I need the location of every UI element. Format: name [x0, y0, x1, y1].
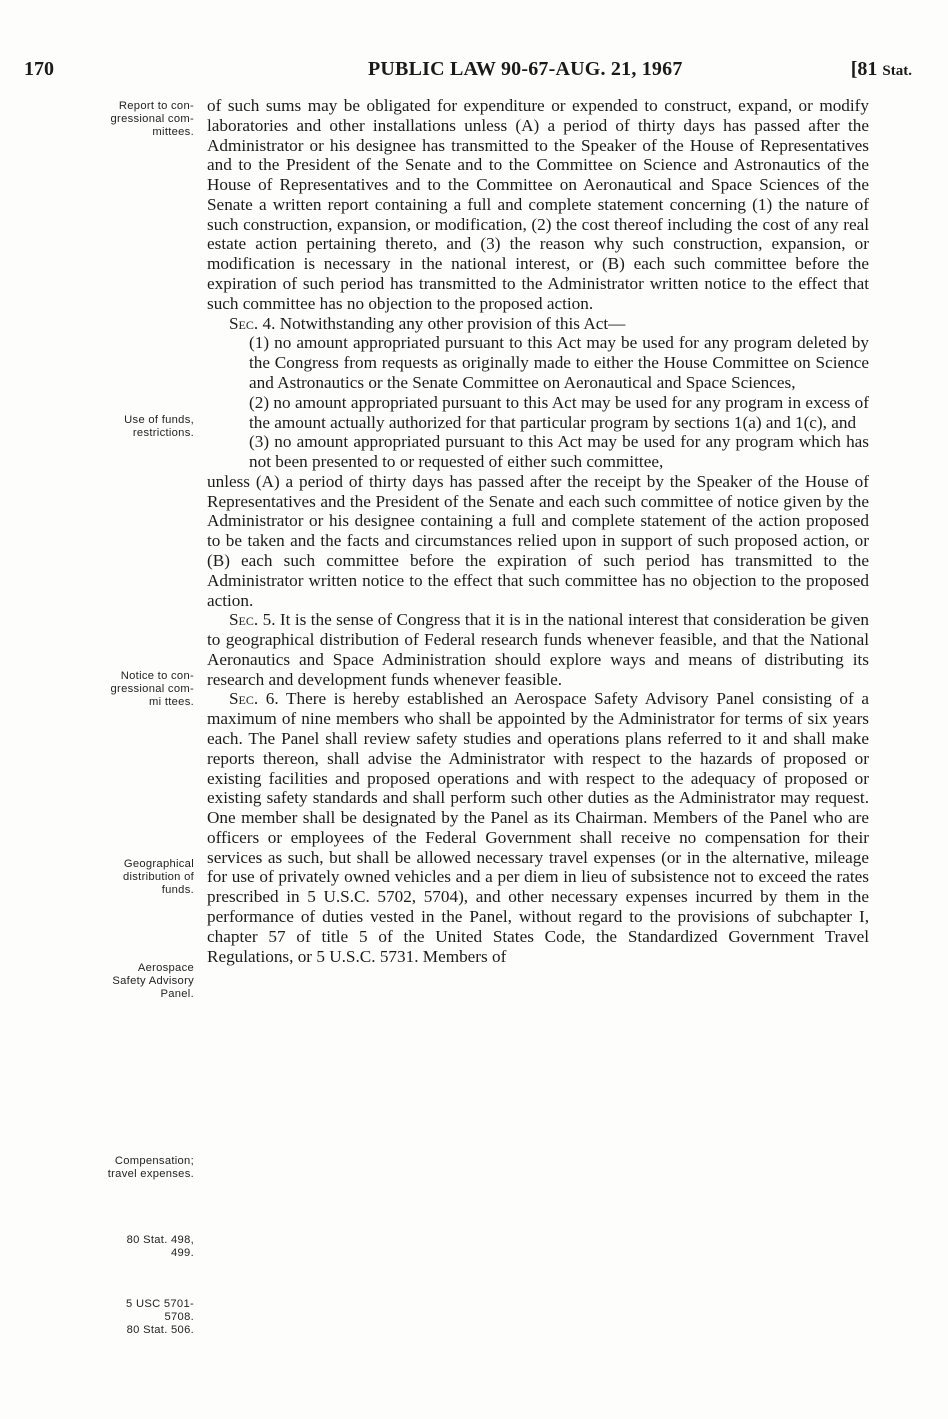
section-text: It is the sense of Congress that it is in the national interest that consideration be given to geographical distribution of Federal research funds whenever feasible, and that the National Aeronautics and Space Administration should explore ways and means of distributing its research and development funds whenever feasible.: [207, 610, 869, 689]
margin-note-line: gressional com-: [110, 113, 194, 125]
page-header: [24, 58, 924, 88]
margin-note-line: gressional com-: [110, 683, 194, 695]
margin-note-report: [52, 100, 194, 139]
margin-note-use-of-funds: [52, 414, 194, 440]
section-4-intro: [207, 314, 869, 334]
margin-note-line: Use of funds,: [124, 414, 194, 426]
margin-note-5-usc: [52, 1298, 194, 1337]
margin-note-line: restrictions.: [132, 427, 194, 439]
margin-note-line: 5 USC 5701-: [126, 1298, 194, 1310]
statute-volume: [81: [850, 58, 878, 80]
section-6: [207, 689, 869, 966]
body-text: [207, 96, 869, 966]
section-text: Notwithstanding any other provision of this Act—: [279, 313, 626, 333]
section-4-item-2: (2) no amount appropriated pursuant to this Act may be used for any program in excess of the amount actually authorized for that particular program by sections 1(a) and 1(c), and: [249, 392, 869, 432]
margin-note-line: Geographical: [123, 858, 194, 870]
margin-note-line: funds.: [161, 884, 194, 896]
margin-note-geographical: [52, 858, 194, 897]
margin-note-compensation: [52, 1155, 194, 1181]
statute-word: Stat.: [882, 63, 912, 79]
margin-note-line: Report to con-: [118, 100, 194, 112]
statute-reference: [851, 58, 912, 81]
margin-note-line: Notice to con-: [120, 670, 194, 682]
margin-note-line: 499.: [171, 1247, 194, 1259]
margin-note-line: 80 Stat. 506.: [126, 1324, 194, 1336]
paragraph-continuation: of such sums may be obligated for expenditure or expended to construct, expand, or modify laboratories and other installations unless (A) a period of thirty days has passed after the Administrator or his designee has transmitted to the Speaker of the House of Representatives and to the President of the Senate and to the Committee on Science and Astronautics of the House of Representatives and to the Committee on Aeronautical and Space Sciences of the Senate a written report containing a full and complete statement concerning (1) the nature of such construction, expansion, or modification, (2) the cost thereof including the cost of any real estate action pertaining thereto, and (3) the reason why such construction, expansion, or modification is necessary in the national interest, or (B) each such committee before the expiration of such period has transmitted to the Administrator written notice to the effect that such committee has no objection to the proposed action.: [207, 96, 869, 313]
section-5: [207, 610, 869, 689]
margin-note-line: travel expenses.: [107, 1168, 194, 1180]
section-label: Sec. 4.: [229, 313, 276, 333]
section-label: Sec. 6.: [229, 689, 279, 709]
margin-note-line: mi ttees.: [149, 696, 194, 708]
margin-note-notice: [52, 670, 194, 709]
margin-note-line: Aerospace: [137, 962, 194, 974]
margin-note-line: Compensation;: [114, 1155, 194, 1167]
page-number: 170: [24, 58, 54, 80]
margin-note-line: distribution of: [122, 871, 194, 883]
paragraph-unless: unless (A) a period of thirty days has passed after the receipt by the Speaker of the House of Representatives and the President of the Senate and each such committee of notice given by the Administrator or his designee containing a full and complete statement of the action proposed to be taken and the facts and circumstances relied upon in support of such proposed action, or (B) each such committee before the expiration of such period has transmitted to the Administrator written notice to the effect that such committee has no objection to the proposed action.: [207, 471, 869, 610]
margin-note-aerospace-panel: [52, 962, 194, 1001]
section-label: Sec. 5.: [229, 610, 276, 630]
section-4-item-3: (3) no amount appropriated pursuant to this Act may be used for any program which has not been presented to or requested of either such committee,: [249, 432, 869, 472]
margin-note-line: Panel.: [160, 988, 194, 1000]
margin-note-line: 5708.: [164, 1311, 194, 1323]
section-text: There is hereby established an Aerospace Safety Advisory Panel consisting of a maximum of nine members who shall be appointed by the Administrator for terms of six years each. The Panel shall review safety studies and operations plans referred to it and shall make reports thereon, shall advise the Administrator with respect to the hazards of proposed or existing facilities and proposed operations and with respect to the adequacy of proposed or existing safety standards and shall perform such other duties as the Administrator may request. One member shall be designated by the Panel as its Chairman. Members of the Panel who are officers or employees of the Federal Government shall receive no compensation for their services as such, but shall be allowed necessary travel expenses (or in the alternative, mileage for use of privately owned vehicles and a per diem in lieu of subsistence not to exceed the rates prescribed in 5 U.S.C. 5702, 5704), and other necessary expenses incurred by them in the performance of duties vested in the Panel, without regard to the provisions of subchapter I, chapter 57 of title 5 of the United States Code, the Standardized Government Travel Regulations, or 5 U.S.C. 5731. Members of: [207, 689, 869, 966]
margin-note-80-stat-498: [52, 1234, 194, 1260]
page-title: PUBLIC LAW 90-67-AUG. 21, 1967: [368, 58, 683, 80]
margin-note-line: Safety Advisory: [112, 975, 194, 987]
margin-note-line: mittees.: [152, 126, 194, 138]
section-4-item-1: (1) no amount appropriated pursuant to this Act may be used for any program deleted by the Congress from requests as originally made to either the House Committee on Science and Astronautics or the Senate Committee on Aeronautical and Space Sciences,: [249, 333, 869, 392]
margin-note-line: 80 Stat. 498,: [126, 1234, 194, 1246]
